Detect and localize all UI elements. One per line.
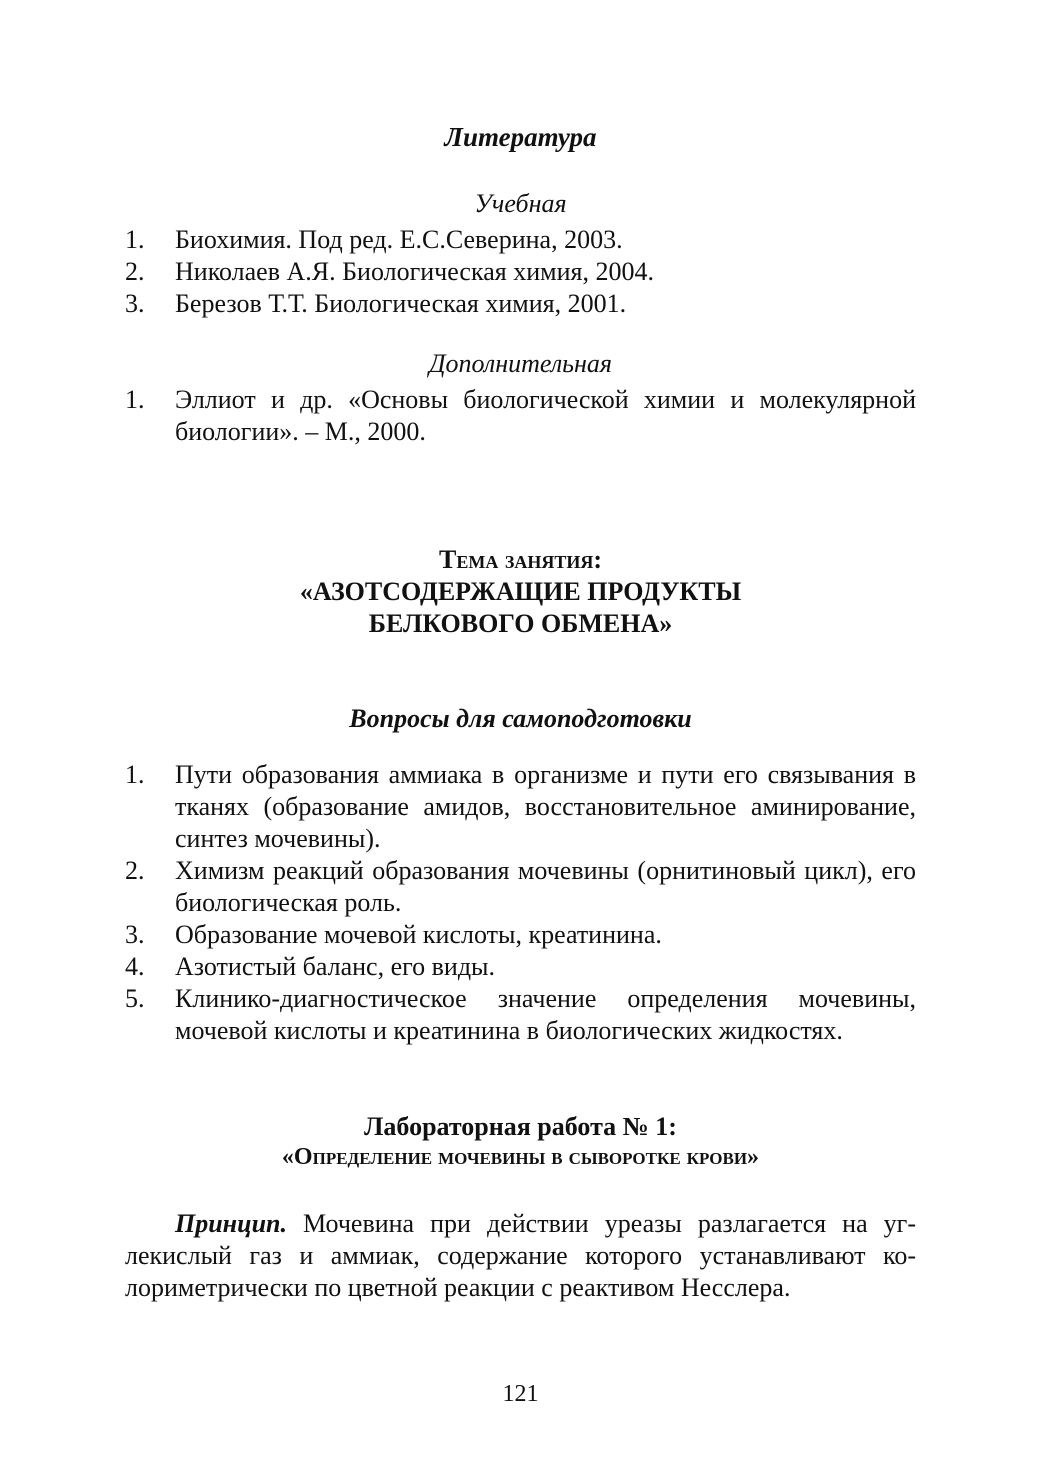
document-page: [125, 0, 916, 1471]
theme-label: Тема занятия:: [439, 545, 602, 574]
questions-list: [125, 759, 916, 1047]
principle-paragraph: [125, 1208, 916, 1304]
list-item: 1. Эллиот и др. «Основы биологической химии и молекулярной биологии». – М., 2000.: [125, 385, 916, 446]
list-item: 2. Николаев А.Я. Биологическая химия, 2004.: [125, 257, 654, 286]
list-item: 5. Клинико-диагностическое значение определения мочевины, мочевой кислоты и креатинина в биологических жидкостях.: [125, 984, 916, 1045]
extra-literature-list: [125, 384, 916, 448]
principle-lead: Принцип.: [175, 1209, 287, 1238]
list-item: 3. Березов Т.Т. Биологическая химия, 2001.: [125, 289, 627, 318]
extra-literature-heading: Дополнительная: [429, 349, 612, 378]
questions-title: Вопросы для самоподготовки: [349, 704, 692, 733]
theme-title-line2: БЕЛКОВОГО ОБМЕНА»: [368, 609, 673, 638]
main-literature-heading: Учебная: [474, 189, 567, 218]
main-literature-list: [125, 224, 916, 320]
theme-title-line1: «АЗОТСОДЕРЖАЩИЕ ПРОДУКТЫ: [299, 577, 742, 606]
literature-title: Литература: [444, 122, 597, 152]
lab-subtitle: «Определение мочевины в сыворотке крови»: [281, 1144, 760, 1170]
list-item: 4. Азотистый баланс, его виды.: [125, 952, 496, 981]
page-number: 121: [502, 1381, 539, 1407]
lab-title: Лабораторная работа № 1:: [364, 1112, 677, 1141]
list-item: 2. Химизм реакций образования мочевины (орнитиновый цикл), его биологическая роль.: [125, 856, 916, 917]
principle-text: Мочевина при действии уреазы разлагается на углекислый газ и аммиак, содержание которого устанавливают колориметрически по цветной реакции с реактивом Несслера.: [125, 1209, 916, 1302]
list-item: 1. Биохимия. Под ред. Е.С.Северина, 2003.: [125, 225, 623, 254]
list-item: 3. Образование мочевой кислоты, креатинина.: [125, 920, 662, 949]
list-item: 1. Пути образования аммиака в организме и пути его связывания в тканях (образование амидов, восстановительное аминирование, синтез мочевины).: [125, 760, 916, 853]
